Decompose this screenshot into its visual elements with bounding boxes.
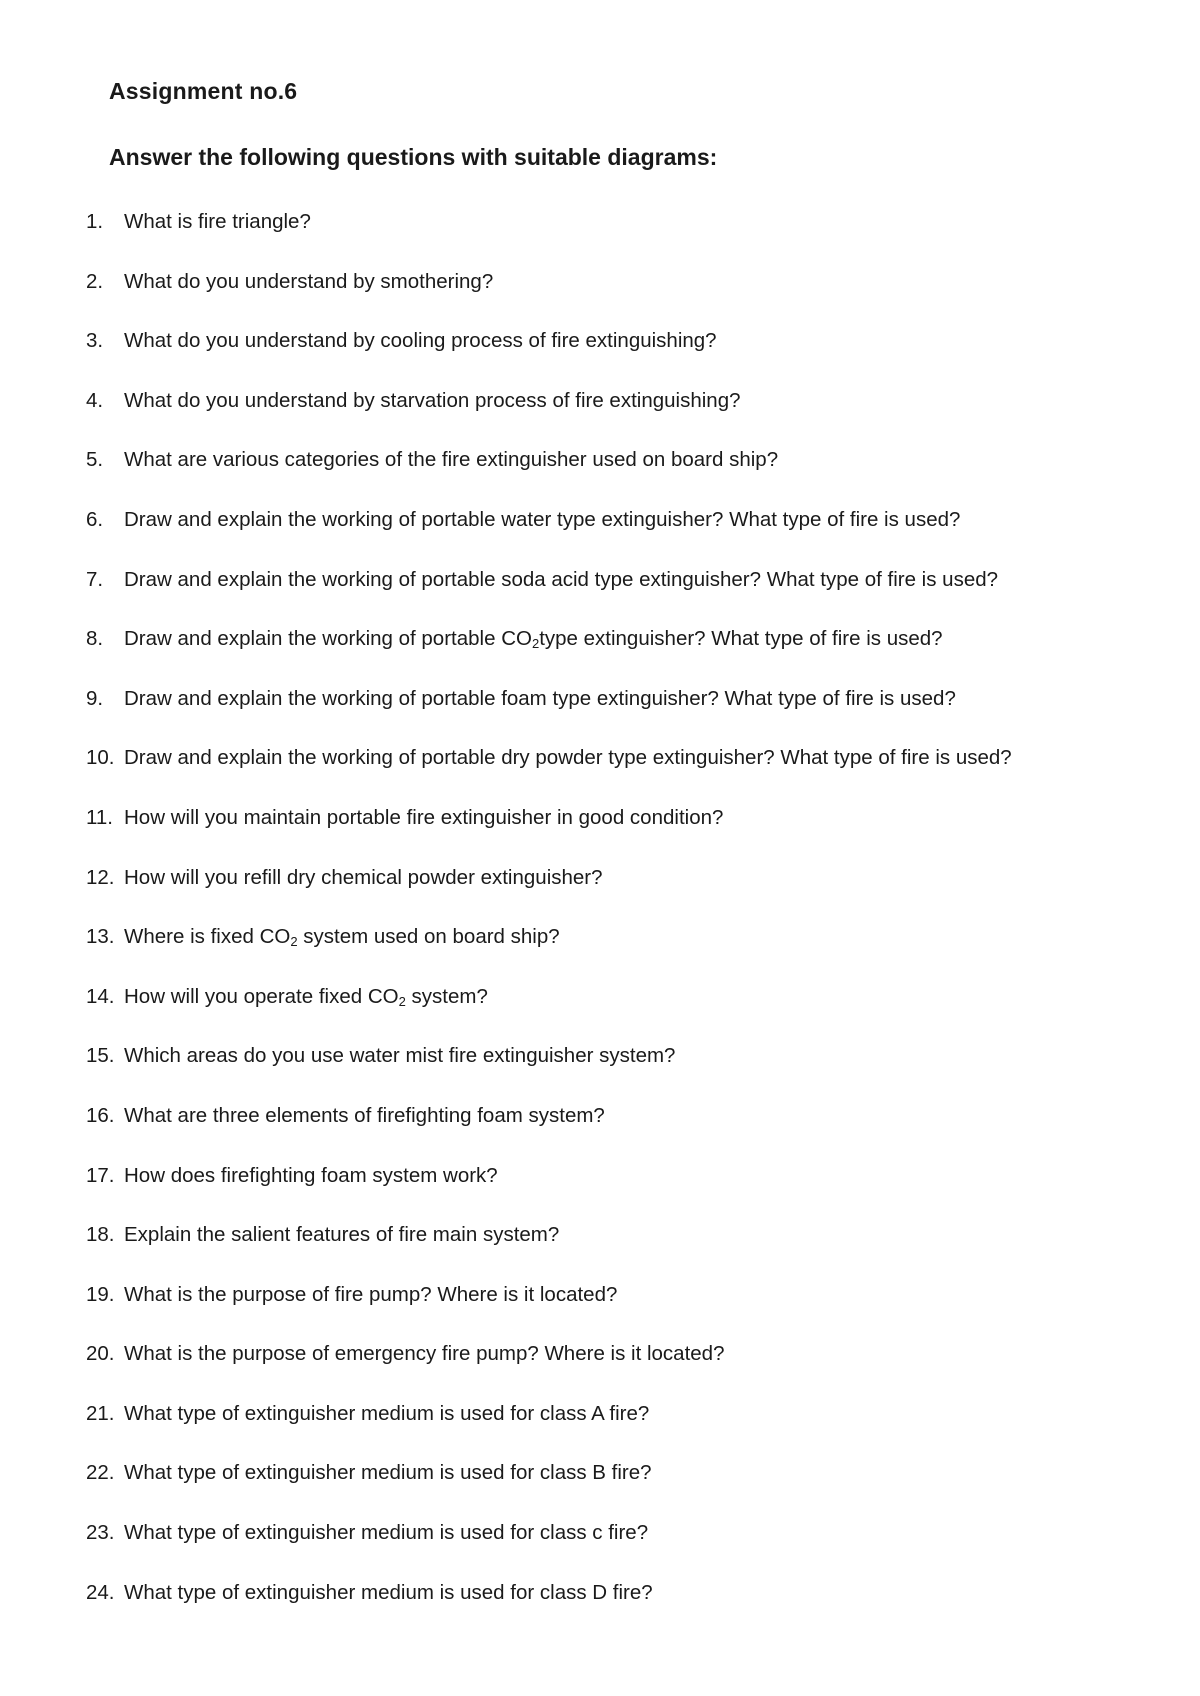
question-text: [124, 388, 741, 414]
question-item: [86, 924, 1186, 984]
question-text: [124, 269, 493, 295]
question-text-part: Draw and explain the working of portable foam type extinguisher? What type of fire is used?: [124, 686, 956, 710]
question-text-part: What are various categories of the fire extinguisher used on board ship?: [124, 448, 779, 472]
question-text: [124, 626, 943, 652]
question-number: 12.: [86, 865, 115, 889]
question-item: [86, 686, 1186, 746]
question-text-part: What is fire triangle?: [124, 210, 311, 233]
question-item: [86, 507, 1186, 567]
question-number: 1.: [86, 210, 104, 233]
question-number: 9.: [86, 686, 104, 710]
question-text: [124, 1282, 617, 1308]
question-subscript: 2: [290, 934, 298, 950]
question-text-part: What is the purpose of emergency fire pump? Where is it located?: [124, 1342, 725, 1366]
question-text: [124, 984, 488, 1010]
question-text-part: What do you understand by starvation process of fire extinguishing?: [124, 388, 741, 412]
question-item: [86, 388, 1186, 448]
question-number: 22.: [86, 1461, 115, 1485]
question-number: 6.: [86, 507, 104, 531]
question-item: [86, 447, 1186, 507]
question-text-part: Where is fixed CO: [124, 925, 291, 949]
question-list: [86, 209, 1186, 1639]
question-text-part: Draw and explain the working of portable soda acid type extinguisher? What type of fire is used?: [124, 567, 999, 591]
question-text: [124, 924, 560, 950]
question-item: [86, 1520, 1186, 1580]
question-text: [124, 1163, 498, 1189]
question-number: 7.: [86, 567, 104, 591]
question-text: [124, 1580, 653, 1606]
question-item: [86, 1401, 1186, 1461]
question-number: 2.: [86, 269, 104, 293]
question-text-part: type extinguisher? What type of fire is used?: [539, 627, 943, 651]
question-text-part: Draw and explain the working of portable dry powder type extinguisher? What type of fire is used?: [124, 746, 1012, 770]
question-item: [86, 1580, 1186, 1640]
question-text-part: What type of extinguisher medium is used for class D fire?: [124, 1580, 653, 1604]
question-text-part: What is the purpose of fire pump? Where is it located?: [124, 1282, 618, 1306]
question-text: [124, 328, 717, 354]
question-number: 23.: [86, 1521, 115, 1545]
question-number: 11.: [86, 805, 113, 829]
question-number: 5.: [86, 448, 104, 472]
question-text: [124, 1103, 605, 1129]
question-text-part: system used on board ship?: [297, 925, 560, 949]
question-number: 14.: [86, 984, 115, 1008]
question-number: 24.: [86, 1580, 115, 1604]
question-text-part: What do you understand by smothering?: [124, 269, 494, 293]
question-text: [124, 1222, 559, 1248]
document-instruction: Answer the following questions with suitable diagrams:: [109, 144, 718, 170]
question-number: 18.: [86, 1223, 115, 1247]
question-text-part: Draw and explain the working of portable water type extinguisher? What type of fire is used?: [124, 507, 961, 531]
question-text: [124, 1043, 675, 1069]
question-item: [86, 567, 1186, 627]
question-text: [124, 567, 998, 593]
question-number: 4.: [86, 388, 104, 412]
question-text: [124, 805, 723, 831]
question-number: 8.: [86, 627, 104, 651]
question-text-part: What are three elements of firefighting foam system?: [124, 1103, 605, 1127]
question-item: [86, 745, 1186, 805]
question-item: [86, 209, 1186, 269]
question-item: [86, 1043, 1186, 1103]
question-text-part: What type of extinguisher medium is used for class B fire?: [124, 1461, 652, 1485]
question-number: 19.: [86, 1282, 115, 1306]
question-text: [124, 209, 311, 235]
question-number: 16.: [86, 1103, 115, 1127]
question-item: [86, 1341, 1186, 1401]
question-item: [86, 865, 1186, 925]
question-text-part: Draw and explain the working of portable CO: [124, 627, 532, 651]
question-text: [124, 1520, 648, 1546]
question-item: [86, 1163, 1186, 1223]
question-number: 20.: [86, 1342, 115, 1366]
question-text: [124, 507, 960, 533]
question-item: [86, 269, 1186, 329]
question-text: [124, 1460, 652, 1486]
question-item: [86, 1460, 1186, 1520]
question-text-part: What type of extinguisher medium is used for class c fire?: [124, 1521, 649, 1545]
question-number: 3.: [86, 329, 104, 353]
question-item: [86, 984, 1186, 1044]
question-number: 15.: [86, 1044, 115, 1068]
question-item: [86, 805, 1186, 865]
question-text-part: How will you maintain portable fire extinguisher in good condition?: [124, 805, 724, 829]
question-item: [86, 328, 1186, 388]
question-text-part: How will you operate fixed CO: [124, 984, 399, 1008]
question-text-part: system?: [405, 984, 488, 1008]
question-text-part: What type of extinguisher medium is used for class A fire?: [124, 1401, 650, 1425]
question-text: [124, 865, 603, 891]
question-text: [124, 447, 778, 473]
question-text: [124, 1401, 649, 1427]
question-text-part: Which areas do you use water mist fire extinguisher system?: [124, 1044, 676, 1068]
question-text-part: What do you understand by cooling process of fire extinguishing?: [124, 329, 717, 353]
question-number: 21.: [86, 1401, 115, 1425]
question-item: [86, 626, 1186, 686]
question-text-part: How does firefighting foam system work?: [124, 1163, 498, 1187]
question-text: [124, 686, 956, 712]
question-subscript: 2: [398, 993, 406, 1009]
question-number: 10.: [86, 746, 115, 770]
question-text: [124, 1341, 725, 1367]
question-text-part: How will you refill dry chemical powder extinguisher?: [124, 865, 603, 889]
question-item: [86, 1222, 1186, 1282]
question-number: 17.: [86, 1163, 115, 1187]
question-text-part: Explain the salient features of fire main system?: [124, 1223, 560, 1247]
question-text: [124, 745, 1012, 771]
question-subscript: 2: [531, 636, 540, 652]
question-number: 13.: [86, 925, 115, 949]
question-item: [86, 1282, 1186, 1342]
document-title: Assignment no.6: [109, 78, 298, 104]
question-item: [86, 1103, 1186, 1163]
